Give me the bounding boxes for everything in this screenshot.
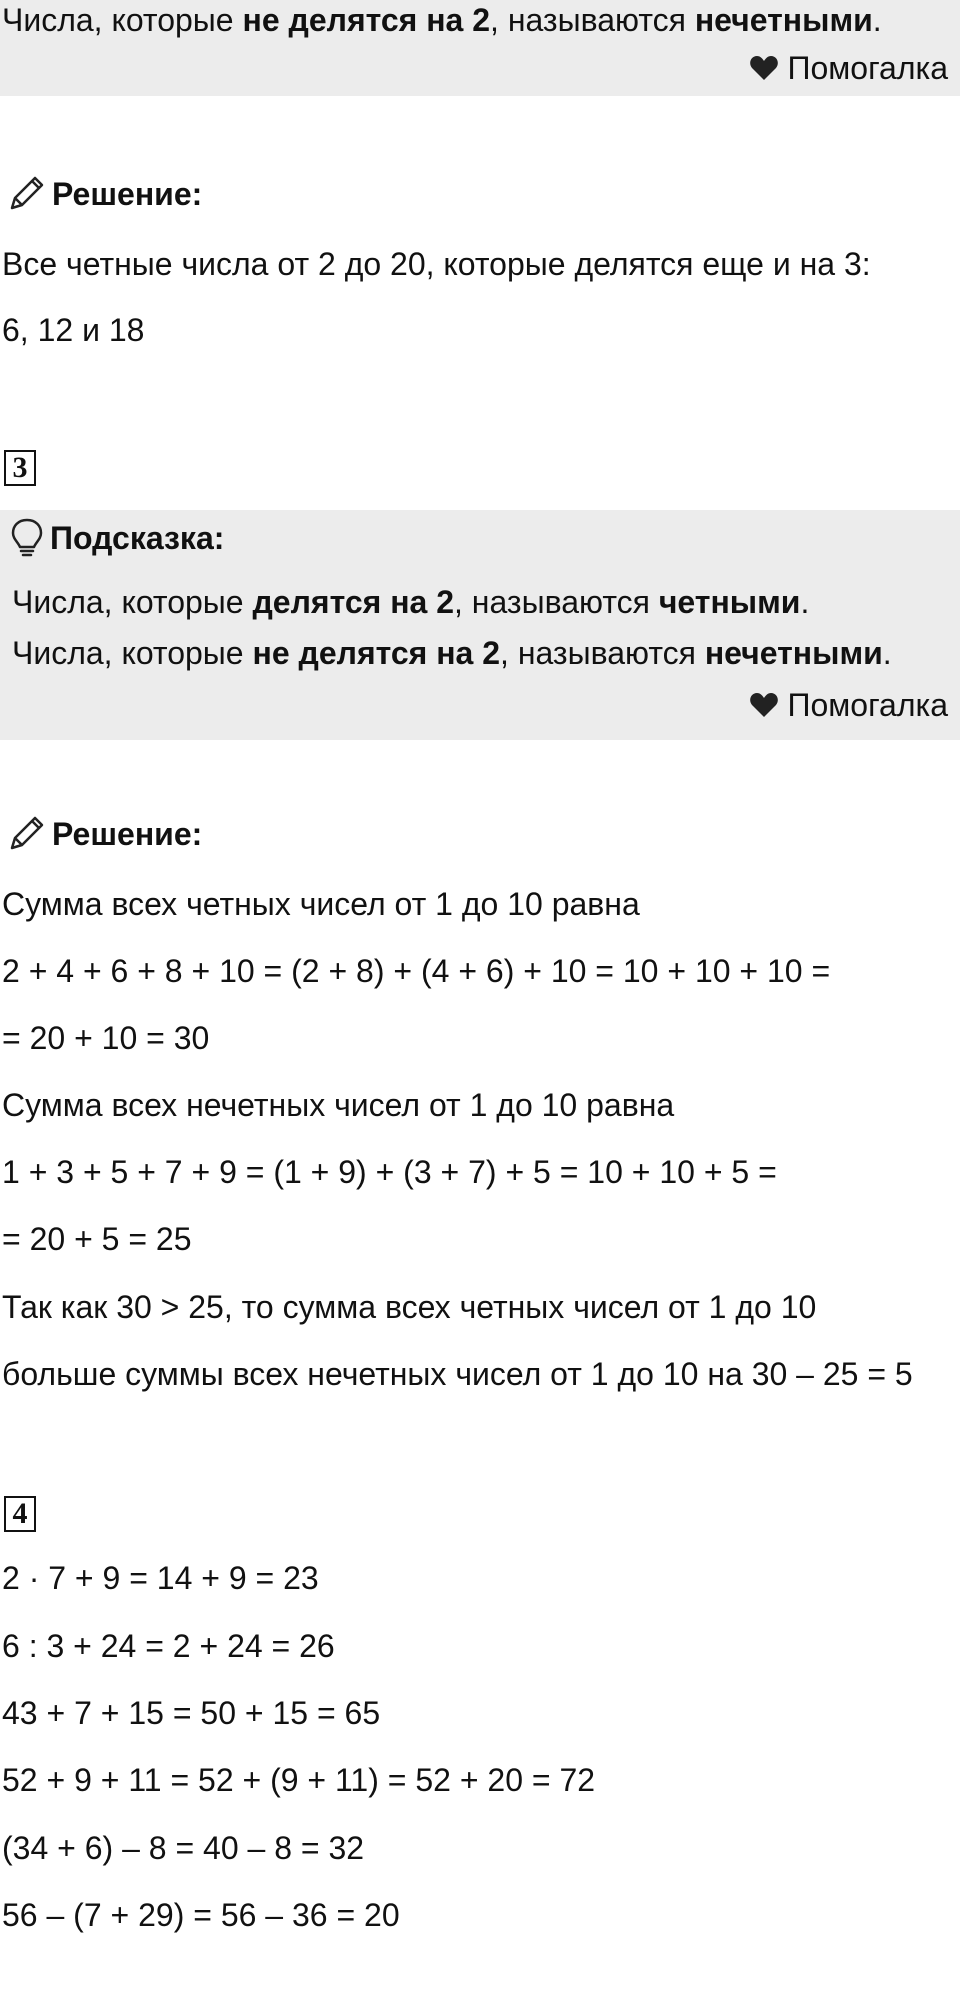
solution-line: Сумма всех нечетных чисел от 1 до 10 равна — [2, 1087, 675, 1123]
top-hint-box — [0, 0, 960, 96]
solution-line: = 20 + 5 = 25 — [2, 1221, 192, 1257]
solution-heading: Решение: — [6, 814, 202, 854]
hint-box — [0, 510, 960, 740]
solution-line: 6, 12 и 18 — [2, 312, 145, 348]
heart-icon — [749, 692, 779, 718]
solution-line: Все четные числа от 2 до 20, которые делятся еще и на 3: — [2, 246, 871, 282]
solution-line: больше суммы всех нечетных чисел от 1 до 10 на 30 – 25 = 5 — [2, 1356, 913, 1392]
solution-line: 2 + 4 + 6 + 8 + 10 = (2 + 8) + (4 + 6) + 10 = 10 + 10 + 10 = — [2, 953, 831, 989]
task-number-4: 4 — [4, 1496, 36, 1532]
equation-line: 6 : 3 + 24 = 2 + 24 = 26 — [2, 1628, 335, 1664]
solution-line: Сумма всех четных чисел от 1 до 10 равна — [2, 886, 640, 922]
task-number-3: 3 — [4, 450, 36, 486]
equation-line: 43 + 7 + 15 = 50 + 15 = 65 — [2, 1695, 381, 1731]
hint-line-odd: Числа, которые не делятся на 2, называются нечетными. — [12, 635, 892, 671]
solution-line: 1 + 3 + 5 + 7 + 9 = (1 + 9) + (3 + 7) + 5 = 10 + 10 + 5 = — [2, 1154, 777, 1190]
equation-line: 52 + 9 + 11 = 52 + (9 + 11) = 52 + 20 = 72 — [2, 1762, 596, 1798]
hint-heading: Подсказка: — [10, 517, 224, 559]
pencil-icon — [6, 174, 46, 214]
equation-line: (34 + 6) – 8 = 40 – 8 = 32 — [2, 1830, 365, 1866]
hint-line-odd: Числа, которые не делятся на 2, называются нечетными. — [2, 2, 882, 38]
lightbulb-icon — [10, 517, 44, 559]
equation-line: 56 – (7 + 29) = 56 – 36 = 20 — [2, 1897, 400, 1933]
pencil-icon — [6, 814, 46, 854]
equation-line: 2 · 7 + 9 = 14 + 9 = 23 — [2, 1560, 319, 1596]
hint-line-even: Числа, которые делятся на 2, называются четными. — [12, 584, 810, 620]
heart-icon — [749, 55, 779, 81]
pomogalka-credit: Помогалка — [749, 685, 948, 725]
pomogalka-credit: Помогалка — [749, 48, 948, 88]
solution-line: = 20 + 10 = 30 — [2, 1020, 210, 1056]
solution-heading: Решение: — [6, 174, 202, 214]
solution-line: Так как 30 > 25, то сумма всех четных чисел от 1 до 10 — [2, 1289, 817, 1325]
